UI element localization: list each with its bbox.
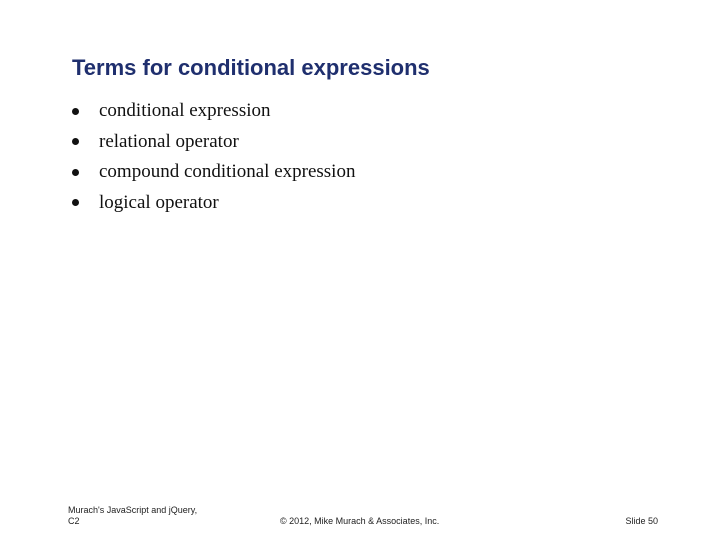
bullet-dot-icon — [72, 199, 79, 206]
bullet-item — [68, 127, 355, 158]
footer-book-line1: Murach's JavaScript and jQuery, — [68, 505, 198, 515]
bullet-item — [68, 96, 355, 127]
slide-title: Terms for conditional expressions — [72, 55, 430, 80]
bullet-dot-icon — [72, 108, 79, 115]
bullet-item — [68, 188, 355, 219]
bullet-dot-icon — [72, 138, 79, 145]
footer-book-title — [68, 505, 238, 527]
footer-copyright: © 2012, Mike Murach & Associates, Inc. — [280, 516, 440, 526]
bullet-item — [68, 157, 355, 188]
bullet-text: conditional expression — [99, 100, 271, 122]
bullet-dot-icon — [72, 169, 79, 176]
footer-book-line2: C2 — [68, 516, 80, 526]
bullet-list — [68, 96, 355, 218]
bullet-text: relational operator — [99, 130, 239, 152]
footer-slide-number: Slide 50 — [625, 516, 658, 526]
bullet-text: logical operator — [99, 191, 219, 213]
bullet-text: compound conditional expression — [99, 161, 356, 183]
